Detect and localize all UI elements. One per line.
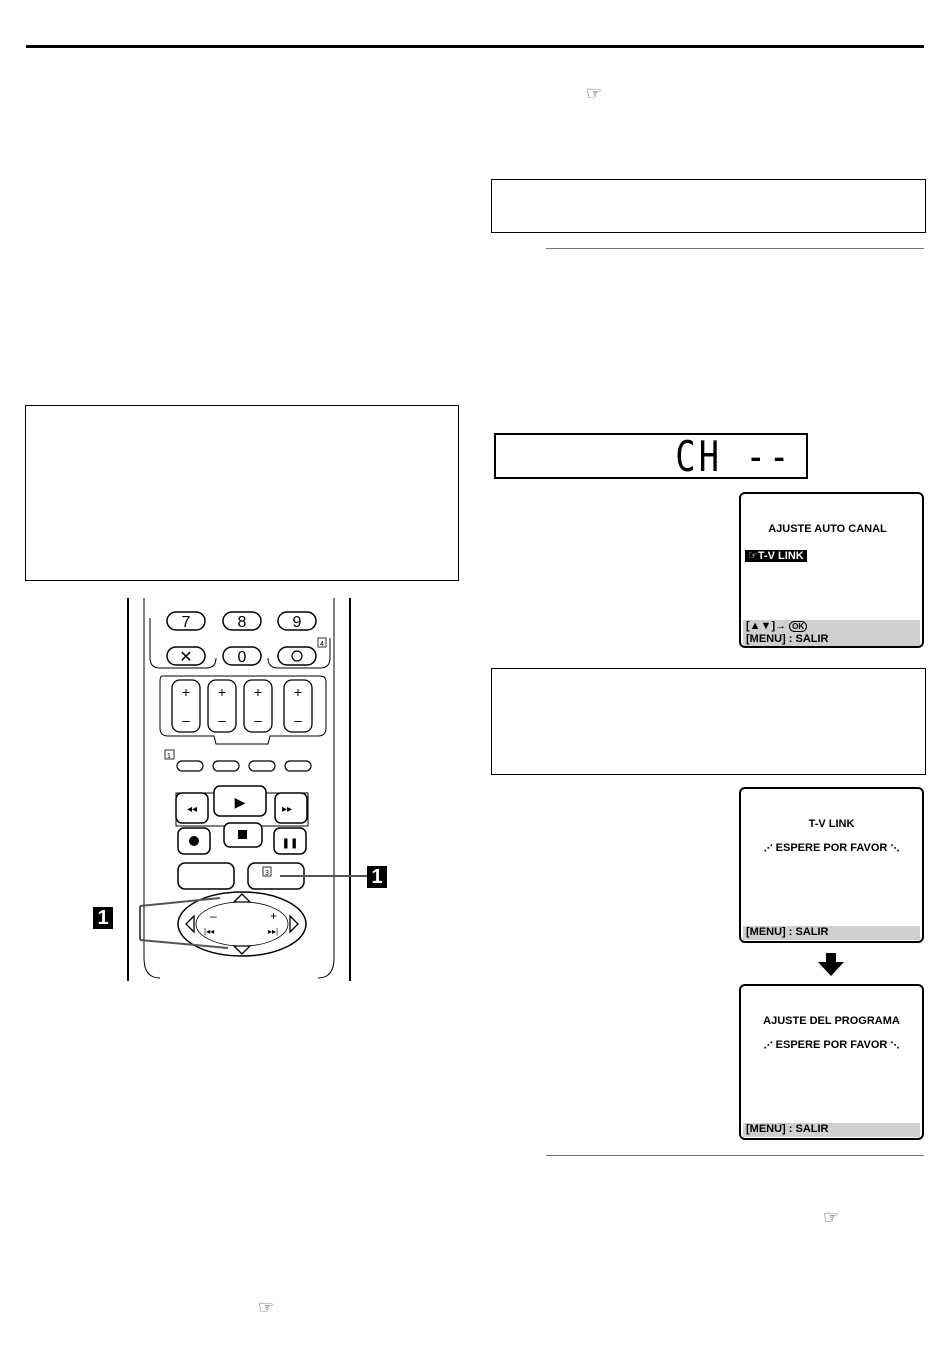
play-icon: ▶ <box>234 794 246 810</box>
plus-icon: + <box>270 909 278 923</box>
menu-button-left[interactable] <box>178 863 234 889</box>
skip-back-icon: |◂◂ <box>204 927 215 936</box>
note-box-middle <box>491 668 926 775</box>
step-marker-3-label: 3 <box>265 870 269 877</box>
osd-screen-auto-channel <box>739 492 924 648</box>
osd-wait-message: ⋰ ESPERE POR FAVOR ⋱ <box>763 1039 900 1051</box>
note-box-left <box>25 405 459 581</box>
fast-forward-icon: ▸▸ <box>282 804 293 815</box>
pointing-hand-icon: ☞ <box>748 550 758 562</box>
minus-icon: – <box>210 909 217 923</box>
record-icon <box>189 836 199 846</box>
color-button-2[interactable] <box>213 761 239 771</box>
stop-icon <box>238 830 247 839</box>
osd-title: AJUSTE AUTO CANAL <box>768 523 887 535</box>
key-0-label: 0 <box>237 649 247 666</box>
osd-footer-exit: [MENU] : SALIR <box>746 633 829 645</box>
color-button-1[interactable] <box>177 761 203 771</box>
osd-screen-program <box>739 984 924 1140</box>
color-button-4[interactable] <box>285 761 311 771</box>
minus-icon: – <box>182 712 190 728</box>
color-button-3[interactable] <box>249 761 275 771</box>
minus-icon: – <box>294 712 302 728</box>
plus-icon: + <box>217 684 227 700</box>
osd-menu-item-tvlink[interactable]: ☞T-V LINK <box>745 550 807 562</box>
plus-icon: + <box>181 684 191 700</box>
osd-footer-exit: [MENU] : SALIR <box>743 1123 920 1137</box>
key-7-label: 7 <box>181 614 191 631</box>
key-8-label: 8 <box>237 614 247 631</box>
front-display-text: CH -- <box>674 432 792 481</box>
note-box-top <box>491 179 926 233</box>
minus-icon: – <box>218 712 226 728</box>
header-rule <box>26 45 924 48</box>
osd-footer-nav: [▲▼]→ <box>746 620 787 632</box>
section-rule <box>546 248 924 249</box>
key-9-label: 9 <box>292 614 302 631</box>
rocker-group <box>172 680 312 732</box>
osd-title: T-V LINK <box>808 818 855 830</box>
pointing-hand-icon: ☞ <box>258 1297 275 1317</box>
skip-forward-icon: ▸▸| <box>268 927 279 936</box>
pointing-hand-icon: ☞ <box>586 83 603 103</box>
step-1-marker: 1 <box>93 907 113 929</box>
arrow-down-icon <box>818 962 844 976</box>
step-marker-1-label: 1 <box>167 753 171 760</box>
step-1-marker: 1 <box>367 866 387 888</box>
section-rule <box>546 1155 924 1156</box>
front-display-panel <box>494 433 808 479</box>
pointing-hand-icon: ☞ <box>823 1207 840 1227</box>
osd-footer-exit: [MENU] : SALIR <box>743 926 920 940</box>
cancel-x-icon: ✕ <box>179 647 193 666</box>
osd-wait-message: ⋰ ESPERE POR FAVOR ⋱ <box>763 842 900 854</box>
remote-control-illustration <box>120 598 400 983</box>
step-marker-4-label: 4 <box>320 641 324 648</box>
rewind-icon: ◂◂ <box>187 804 198 815</box>
ok-button-icon: OK <box>789 621 807 632</box>
osd-footer <box>743 620 920 646</box>
plus-icon: + <box>293 684 303 700</box>
osd-screen-tvlink <box>739 787 924 943</box>
pause-icon: ❚❚ <box>281 838 299 849</box>
timer-key[interactable] <box>278 647 316 665</box>
number-keypad <box>167 612 326 666</box>
osd-title: AJUSTE DEL PROGRAMA <box>763 1015 900 1027</box>
minus-icon: – <box>254 712 262 728</box>
plus-icon: + <box>253 684 263 700</box>
